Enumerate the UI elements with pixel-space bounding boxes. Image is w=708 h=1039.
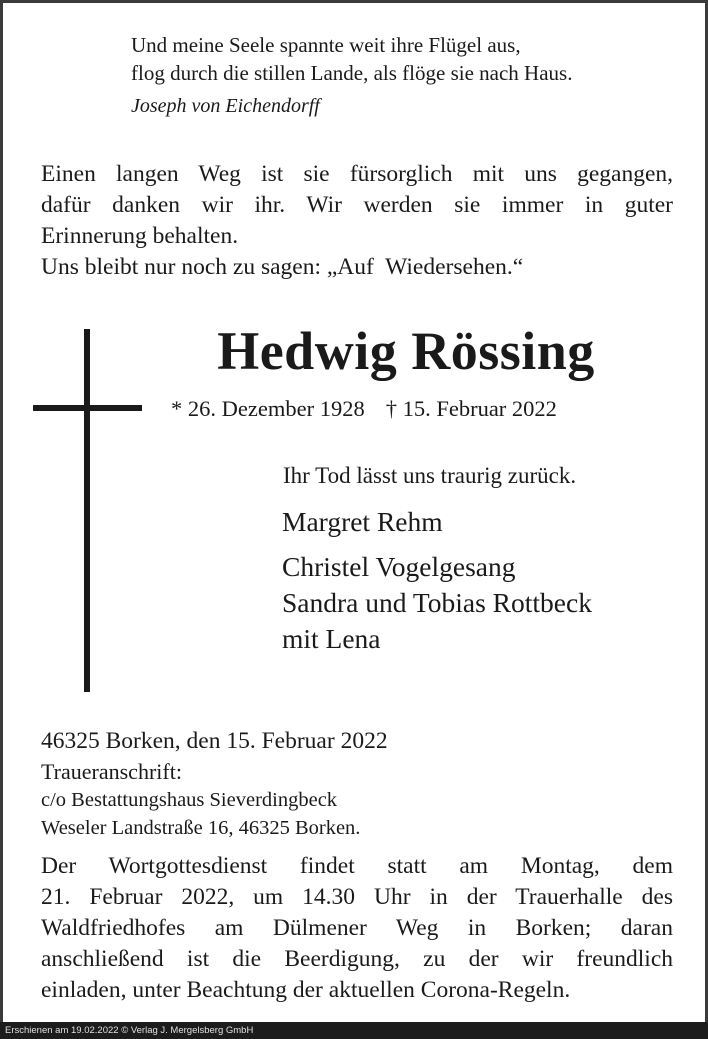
mourning-intro: Ihr Tod lässt uns traurig zurück. bbox=[283, 463, 577, 488]
service-line: anschließend ist die Beerdigung, zu der wir freundlich bbox=[41, 946, 673, 972]
cross-icon-horizontal bbox=[33, 405, 142, 411]
place-date: 46325 Borken, den 15. Februar 2022 bbox=[41, 728, 388, 754]
intro-line: Erinnerung behalten. bbox=[41, 223, 239, 249]
intro-line: Einen langen Weg ist sie fürsorglich mit uns gegangen, bbox=[41, 161, 673, 187]
service-line: Waldfriedhofes am Dülmener Weg in Borken; daran bbox=[41, 915, 673, 941]
poem bbox=[131, 32, 572, 87]
birth-date: * 26. Dezember 1928 bbox=[171, 396, 365, 421]
mourner-name: Christel Vogelgesang bbox=[282, 551, 516, 582]
poem-line: Und meine Seele spannte weit ihre Flügel aus, bbox=[131, 33, 521, 57]
mourner-name: Margret Rehm bbox=[282, 506, 443, 537]
address-line: Weseler Landstraße 16, 46325 Borken. bbox=[41, 817, 361, 839]
death-date: † 15. Februar 2022 bbox=[385, 396, 557, 421]
publication-footer: Erschienen am 19.02.2022 © Verlag J. Mergelsberg GmbH bbox=[0, 1022, 708, 1039]
poem-author: Joseph von Eichendorff bbox=[131, 95, 320, 117]
mourning-address bbox=[41, 758, 360, 842]
mourner-name: Sandra und Tobias Rottbeck bbox=[282, 587, 592, 618]
deceased-name: Hedwig Rössing bbox=[217, 321, 595, 381]
intro-line: dafür danken wir ihr. Wir werden sie immer in guter bbox=[41, 192, 673, 218]
service-notice bbox=[41, 851, 673, 1006]
poem-line: flog durch die stillen Lande, als flöge sie nach Haus. bbox=[131, 60, 573, 85]
service-line: Der Wortgottesdienst findet statt am Montag, dem bbox=[41, 853, 673, 879]
address-label: Traueranschrift: bbox=[41, 759, 182, 784]
mourner-group bbox=[282, 549, 592, 657]
service-line: einladen, unter Beachtung der aktuellen Corona-Regeln. bbox=[41, 977, 571, 1003]
cross-icon-vertical bbox=[84, 329, 90, 692]
service-line: 21. Februar 2022, um 14.30 Uhr in der Trauerhalle des bbox=[41, 884, 673, 910]
life-dates bbox=[171, 396, 557, 422]
intro-text bbox=[41, 159, 673, 283]
intro-line: Uns bleibt nur noch zu sagen: „Auf Wiedersehen.“ bbox=[41, 254, 524, 280]
address-line: c/o Bestattungshaus Sieverdingbeck bbox=[41, 789, 338, 811]
mourner-name: mit Lena bbox=[282, 623, 381, 654]
